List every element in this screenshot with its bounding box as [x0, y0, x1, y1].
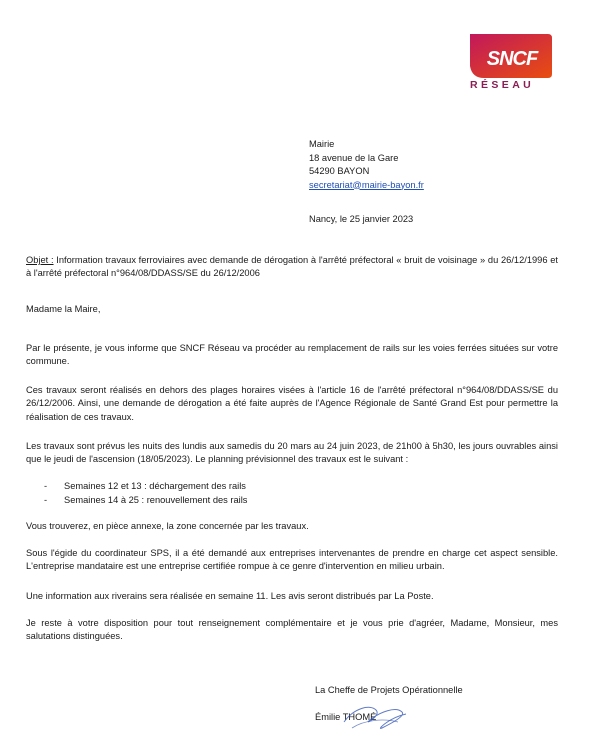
schedule-list — [44, 479, 247, 507]
signatory-role: La Cheffe de Projets Opérationnelle — [315, 685, 463, 695]
signatory-name: Émilie THOMÉ — [315, 712, 377, 722]
paragraph-7: Je reste à votre disposition pour tout renseignement complémentaire et je vous prie d'agréer, Madame, Monsieur, mes salutations distinguées. — [26, 618, 558, 642]
subject-line — [26, 254, 558, 281]
paragraph-3: Les travaux sont prévus les nuits des lundis aux samedis du 20 mars au 24 juin 2023, de 21h00 à 5h30, les jours ouvrables ainsi que le jeudi de l'ascension (18/05/2023). Le planning prévisionnel des travaux est le suivant : — [26, 441, 558, 465]
handwritten-signature — [340, 700, 410, 734]
recipient-name: Mairie — [309, 139, 335, 149]
recipient-city: 54290 BAYON — [309, 166, 370, 176]
salutation: Madame la Maire, — [26, 304, 101, 314]
logo-subtitle: RÉSEAU — [470, 79, 535, 91]
list-item: - Semaines 12 et 13 : déchargement des rails — [44, 481, 246, 491]
subject-label: Objet : — [26, 255, 54, 265]
recipient-address — [309, 138, 424, 192]
logo-brand: SNCF — [486, 48, 538, 70]
paragraph-2: Ces travaux seront réalisés en dehors des plages horaires visées à l'article 16 de l'arrêté préfectoral n°964/08/DDASS/SE du 26/12/2006. Ainsi, une demande de dérogation a été faite auprès de l'Agence Régionale de Santé Grand Est pour permettre la réalisation de ces travaux. — [26, 385, 558, 422]
date-line: Nancy, le 25 janvier 2023 — [309, 214, 414, 224]
subject-text: Information travaux ferroviaires avec demande de dérogation à l'arrêté préfectoral « bruit de voisinage » du 26/12/1996 et à l'arrêté préfectoral n°964/08/DDASS/SE du 26/12/2006 — [26, 255, 558, 279]
paragraph-6: Une information aux riverains sera réalisée en semaine 11. Les avis seront distribués par La Poste. — [26, 591, 434, 601]
paragraph-4: Vous trouverez, en pièce annexe, la zone concernée par les travaux. — [26, 521, 309, 531]
recipient-email-link[interactable]: secretariat@mairie-bayon.fr — [309, 179, 424, 190]
recipient-street: 18 avenue de la Gare — [309, 152, 399, 163]
paragraph-5: Sous l'égide du coordinateur SPS, il a été demandé aux entreprises intervenantes de prendre en charge cet aspect sensible. L'entreprise mandataire est une entreprise certifiée rompue à ce genre d'intervention en milieu urbain. — [26, 548, 558, 572]
list-item: - Semaines 14 à 25 : renouvellement des rails — [44, 495, 248, 505]
paragraph-1: Par le présente, je vous informe que SNCF Réseau va procéder au remplacement de rails sur les voies ferrées situées sur votre commune. — [26, 343, 558, 367]
